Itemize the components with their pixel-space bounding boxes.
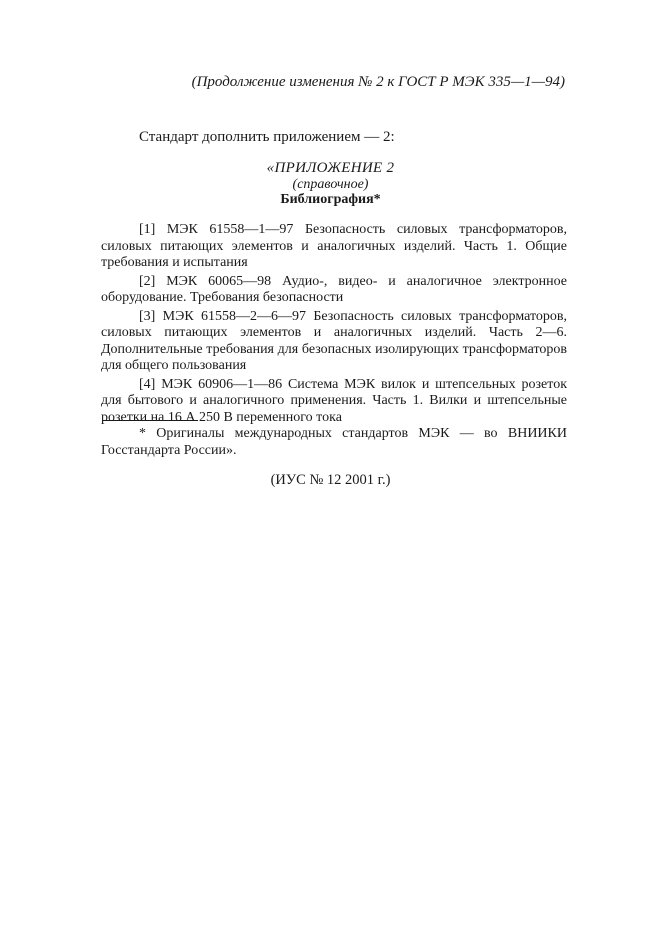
ius-reference: (ИУС № 12 2001 г.) — [270, 472, 391, 488]
reference-item: [3] МЭК 61558—2—6—97 Безопасность силовых трансформаторов, силовых питающих элементов и аналогичных изделий. Часть 2—6. Дополнительные требования для безопасных изолирующих трансформаторов для общего пользования — [101, 308, 567, 373]
bibliography-heading: Библиография* — [280, 192, 381, 207]
footnote: * Оригиналы международных стандартов МЭК — во ВНИИКИ Госстандарта России». — [101, 426, 567, 458]
appendix-title: «ПРИЛОЖЕНИЕ 2 — [266, 160, 395, 176]
continuation-header: (Продолжение изменения № 2 к ГОСТ Р МЭК 335—1—94) — [191, 74, 565, 90]
reference-list — [101, 222, 567, 428]
appendix-subtitle: (справочное) — [292, 177, 369, 192]
reference-item: [4] МЭК 60906—1—86 Система МЭК вилок и штепсельных розеток для бытового и аналогичного применения. Часть 1. Вилки и штепсельные розетки на 16 А 250 В переменного тока — [101, 376, 567, 425]
reference-item: [2] МЭК 60065—98 Аудио-, видео- и аналогичное электронное оборудование. Требования безопасности — [101, 273, 567, 305]
intro-line: Стандарт дополнить приложением — 2: — [139, 129, 395, 145]
footnote-divider — [102, 420, 198, 421]
reference-item: [1] МЭК 61558—1—97 Безопасность силовых трансформаторов, силовых питающих элементов и аналогичных изделий. Часть 1. Общие требования и испытания — [101, 222, 567, 270]
